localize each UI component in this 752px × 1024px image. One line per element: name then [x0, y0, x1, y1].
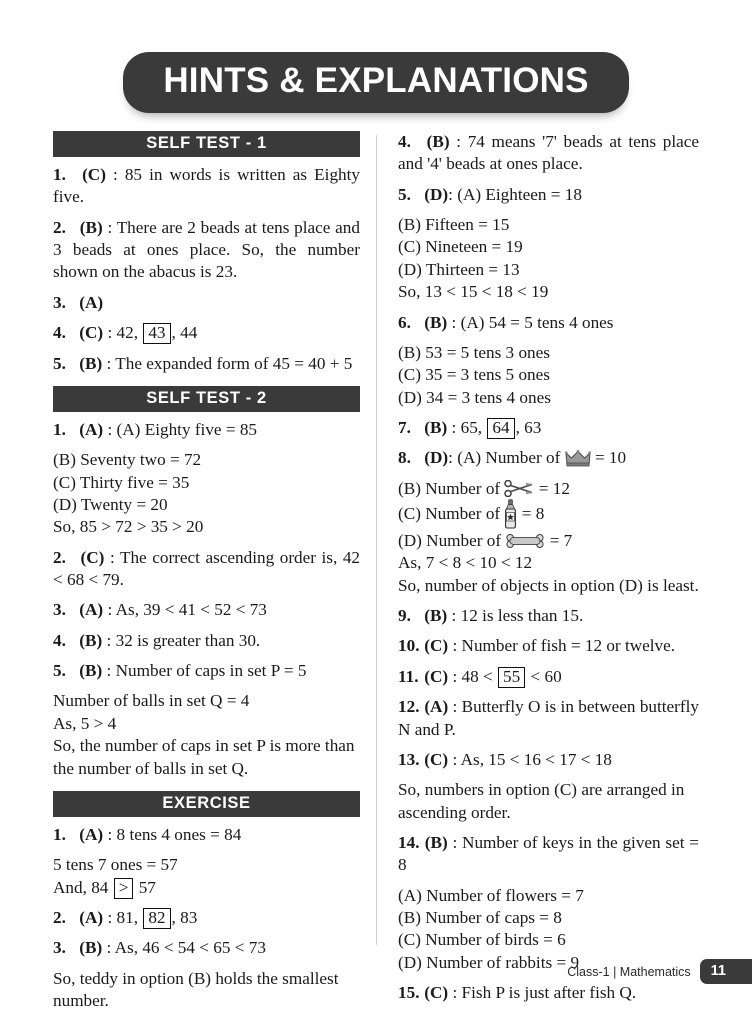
answer-item-block [398, 749, 699, 824]
answer-item-text: 85 in words is written as Eighty five. [53, 165, 361, 207]
answer-item-separator: : [102, 217, 117, 237]
answer-item-line: So, 85 > 72 > 35 > 20 [53, 517, 204, 537]
answer-item-text: Fish P is just after fish Q. [461, 983, 637, 1003]
answer-item-block [398, 417, 699, 439]
answer-item-option: (D) [424, 184, 449, 204]
answer-item-block [398, 666, 699, 688]
answer-item-text: , 44 [171, 323, 198, 343]
answer-item-block [398, 312, 699, 409]
answer-item-separator: : [105, 165, 125, 184]
answer-item-separator: : [103, 824, 117, 844]
answer-item-option: (B) [424, 417, 448, 437]
answer-item-number: 5. [53, 661, 66, 681]
answer-item-separator: : [447, 606, 461, 626]
answer-item [53, 660, 360, 682]
answer-item-number: 11. [398, 666, 419, 686]
answer-item [53, 547, 360, 592]
answer-item-block [53, 630, 360, 652]
answer-item-text: The expanded form of 45 = 40 + 5 [115, 353, 353, 373]
boxed-value: > [114, 878, 134, 899]
answer-item-option: (C) [424, 636, 449, 656]
boxed-value: 64 [487, 418, 514, 439]
answer-item [53, 322, 360, 344]
answer-item-number: 1. [53, 824, 66, 844]
answer-item-number: 15. [398, 983, 420, 1003]
answer-item [398, 696, 699, 741]
answer-item-icon-line [398, 500, 699, 530]
answer-item-number: 4. [53, 323, 66, 343]
answer-item-block [53, 353, 360, 375]
answer-item-line: (D) Thirteen = 13 [398, 259, 520, 279]
answer-item-block [398, 184, 699, 304]
answer-item-line: (C) Number of birds = 6 [398, 930, 566, 950]
answer-item [398, 749, 699, 771]
answer-item-line: (B) Number of caps = 8 [398, 908, 562, 928]
answer-item-text: 32 is greater than 30. [115, 630, 261, 650]
answer-item-block [53, 824, 360, 899]
answer-item-option: (A) [79, 292, 104, 312]
answer-item-option: (A) [79, 419, 104, 439]
answer-item [53, 630, 360, 652]
answer-item-separator: : [449, 132, 468, 151]
glue-bottle-icon [504, 499, 517, 529]
answer-item-option: (D) [424, 448, 449, 468]
answer-item-block [53, 217, 360, 284]
answer-item-text: (C) Number of [398, 503, 505, 523]
answer-item-block [53, 419, 360, 539]
answer-item-number: 3. [53, 938, 66, 958]
answer-item-separator: : [448, 749, 461, 769]
answer-item-separator: : [448, 448, 458, 468]
answer-item-number: 5. [398, 184, 411, 204]
answer-item-line: (D) 34 = 3 tens 4 ones [398, 387, 551, 407]
left-column [53, 131, 376, 1011]
answer-item [53, 824, 360, 846]
answer-item-line: (C) Nineteen = 19 [398, 237, 523, 257]
answer-item-option: (B) [79, 353, 103, 373]
answer-item-number: 14. [398, 832, 420, 852]
answer-item-line: So, 13 < 15 < 18 < 19 [398, 282, 549, 302]
answer-item-block [398, 832, 699, 974]
answer-item [53, 353, 360, 375]
answer-item-line: (B) Seventy two = 72 [53, 450, 202, 470]
answer-item-text: = 8 [517, 503, 545, 523]
answer-item-option: (C) [424, 666, 449, 686]
answer-item-option: (C) [424, 749, 449, 769]
answer-item [398, 832, 699, 877]
answer-item-line: So, number of objects in option (D) is least. [398, 575, 699, 595]
answer-item-separator: : [447, 832, 463, 852]
section-header: EXERCISE [53, 791, 360, 817]
answer-item-text: = 7 [545, 531, 573, 551]
answer-item-text: 8 tens 4 ones = 84 [116, 824, 242, 844]
answer-item-text: (B) Number of [398, 478, 505, 498]
answer-item [53, 419, 360, 441]
answer-item-option: (B) [424, 606, 448, 626]
answer-item-text: There are 2 beads at tens place and 3 beads at ones place. So, the number shown on the abacus is 23. [53, 217, 360, 282]
answer-item-line: As, 5 > 4 [53, 713, 117, 733]
answer-item-text: As, 46 < 54 < 65 < 73 [114, 938, 266, 958]
answer-item-block [398, 696, 699, 741]
answer-item-number: 3. [53, 292, 66, 312]
answer-item-text: (A) Eighteen = 18 [457, 184, 582, 204]
answer-item-block [53, 599, 360, 621]
answer-item-text: , 63 [515, 417, 542, 437]
answer-item-option: (C) [80, 547, 105, 567]
answer-item-separator: : [447, 417, 461, 437]
answer-item-number: 1. [53, 419, 66, 439]
answer-item-number: 2. [53, 547, 66, 567]
answer-item-separator: : [102, 661, 116, 681]
answer-item-number: 7. [398, 417, 411, 437]
answer-item-line: (D) Twenty = 20 [53, 494, 168, 514]
answer-item [398, 605, 699, 627]
answer-item-option: (B) [79, 661, 103, 681]
answer-item-text: (A) Number of [457, 448, 565, 468]
answer-item-text: (D) Number of [398, 531, 506, 551]
answer-item-option: (C) [79, 323, 104, 343]
answer-item-separator: : [448, 666, 462, 686]
answer-item-icon-line [398, 530, 699, 552]
page-number-badge: 11 [700, 959, 752, 984]
answer-item-option: (B) [426, 132, 450, 151]
answer-item-text: Number of caps in set P = 5 [115, 661, 307, 681]
answer-item [398, 131, 699, 176]
answer-item-text: (A) 54 = 5 tens 4 ones [460, 312, 614, 332]
answer-item-text: Number of keys in the given set = 8 [398, 832, 699, 875]
answer-item-number: 2. [53, 907, 66, 927]
boxed-value: 55 [498, 667, 525, 688]
answer-item-text: 12 is less than 15. [460, 606, 584, 626]
answer-item-text: Number of fish = 12 or twelve. [461, 636, 676, 656]
answer-item-separator: : [448, 636, 462, 656]
answer-item-line: (B) 53 = 5 tens 3 ones [398, 342, 550, 362]
answer-item-text: , 83 [171, 907, 198, 927]
answer-item-separator: : [448, 697, 462, 717]
answer-item-text: 48 < [461, 666, 498, 686]
answer-item-number: 2. [53, 217, 66, 237]
column-divider [376, 135, 377, 945]
answer-item-block [398, 982, 699, 1004]
answer-item-text: 57 [134, 877, 156, 897]
footer-label: Class-1 | Mathematics [567, 964, 691, 979]
answer-item-line: (A) Number of flowers = 7 [398, 885, 584, 905]
boxed-value: 82 [143, 908, 170, 929]
answer-item [398, 635, 699, 657]
answer-item-block [53, 547, 360, 592]
answer-item-block [398, 635, 699, 657]
page-banner [0, 52, 752, 113]
answer-item [53, 907, 360, 929]
answer-item-text: Butterfly O is in between butterfly N and P. [398, 697, 700, 739]
answer-item-option: (B) [79, 630, 103, 650]
answer-item [398, 184, 699, 206]
answer-item-number: 4. [398, 132, 411, 151]
bone-icon [505, 534, 545, 548]
crown-icon [565, 450, 591, 467]
answer-item-option: (A) [424, 697, 449, 717]
answer-item-separator: : [103, 907, 117, 927]
answer-item [398, 982, 699, 1004]
answer-item-text: 42, [116, 323, 143, 343]
answer-item-option: (C) [82, 165, 106, 184]
answer-item-line: As, 7 < 8 < 10 < 12 [398, 553, 533, 573]
answer-item-line: (D) Number of rabbits = 9 [398, 952, 580, 972]
answer-item-text: The correct ascending order is, 42 < 68 < 79. [53, 547, 361, 590]
page-footer [0, 959, 752, 984]
answer-item-text: And, 84 [53, 877, 113, 897]
answer-item-option: (B) [424, 832, 448, 852]
answer-item-block [53, 164, 360, 209]
answer-item-option: (C) [424, 983, 449, 1003]
answer-item-line: (C) 35 = 3 tens 5 ones [398, 365, 550, 385]
answer-item [398, 312, 699, 334]
answer-item-number: 3. [53, 600, 66, 620]
answer-item-line: So, numbers in option (C) are arranged in ascending order. [398, 780, 685, 822]
answer-item [398, 417, 699, 439]
answer-item-text: = 12 [534, 478, 570, 498]
answer-item [398, 447, 699, 469]
answer-item [53, 599, 360, 621]
answer-item-block [398, 447, 699, 597]
answer-item-number: 12. [398, 697, 420, 717]
answer-item-line: So, teddy in option (B) holds the smallest number. [53, 968, 339, 1011]
answer-item [53, 937, 360, 959]
answer-item-number: 8. [398, 448, 411, 468]
answer-item-text: As, 39 < 41 < 52 < 73 [115, 600, 267, 620]
section-header: SELF TEST - 1 [53, 131, 360, 157]
answer-item-icon-line [398, 478, 699, 500]
answer-item [53, 164, 360, 209]
answer-item-block [53, 907, 360, 929]
answer-item-option: (B) [424, 312, 448, 332]
answer-item-separator: : [104, 547, 120, 567]
answer-item-line: Number of balls in set Q = 4 [53, 691, 250, 711]
answer-item-number: 9. [398, 606, 411, 626]
answer-item-line: So, the number of caps in set P is more than the number of balls in set Q. [53, 736, 355, 778]
answer-item-separator: : [103, 419, 117, 439]
section-header: SELF TEST - 2 [53, 386, 360, 412]
answer-item-separator: : [447, 312, 461, 332]
answer-item-text: 65, [460, 417, 487, 437]
answer-item-separator: : [103, 600, 116, 620]
answer-item-block [398, 131, 699, 176]
answer-item-line: 5 tens 7 ones = 57 [53, 855, 178, 875]
answer-item-line [53, 877, 360, 899]
answer-item-separator: : [448, 184, 458, 204]
answer-item-separator: : [102, 630, 116, 650]
answer-item-block [398, 605, 699, 627]
answer-item-separator: : [102, 353, 116, 373]
scissors-icon [504, 480, 534, 497]
answer-item-text: As, 15 < 16 < 17 < 18 [460, 749, 612, 769]
answer-item-separator: : [448, 983, 462, 1003]
answer-item-number: 4. [53, 630, 66, 650]
page-banner-title: HINTS & EXPLANATIONS [123, 52, 628, 113]
answer-item-line: (B) Fifteen = 15 [398, 215, 510, 235]
answer-item-block [53, 292, 360, 314]
answer-item-text: = 10 [590, 448, 627, 468]
answer-item-text: < 60 [526, 666, 562, 686]
answer-item [53, 292, 360, 314]
answer-item-text: 81, [116, 907, 143, 927]
answer-item-option: (A) [79, 600, 104, 620]
answer-item-number: 13. [398, 749, 420, 769]
answer-item [398, 666, 699, 688]
answer-item-line: (C) Thirty five = 35 [53, 472, 190, 492]
answer-item-option: (B) [79, 938, 103, 958]
answer-item-text: (A) Eighty five = 85 [116, 419, 258, 439]
answer-item-separator: : [102, 938, 115, 958]
answer-item-number: 1. [53, 165, 66, 184]
answer-item-option: (B) [79, 217, 103, 237]
boxed-value: 43 [143, 323, 170, 344]
answer-item-number: 10. [398, 636, 420, 656]
answer-item [53, 217, 360, 284]
answer-item-block [53, 660, 360, 780]
answer-item-text: 74 means '7' beads at tens place and '4' beads at ones place. [398, 132, 699, 174]
answer-item-number: 5. [53, 353, 66, 373]
answer-item-option: (A) [79, 824, 104, 844]
answer-item-number: 6. [398, 312, 411, 332]
answer-item-block [53, 322, 360, 344]
answer-item-separator: : [103, 323, 117, 343]
answer-item-option: (A) [79, 907, 104, 927]
